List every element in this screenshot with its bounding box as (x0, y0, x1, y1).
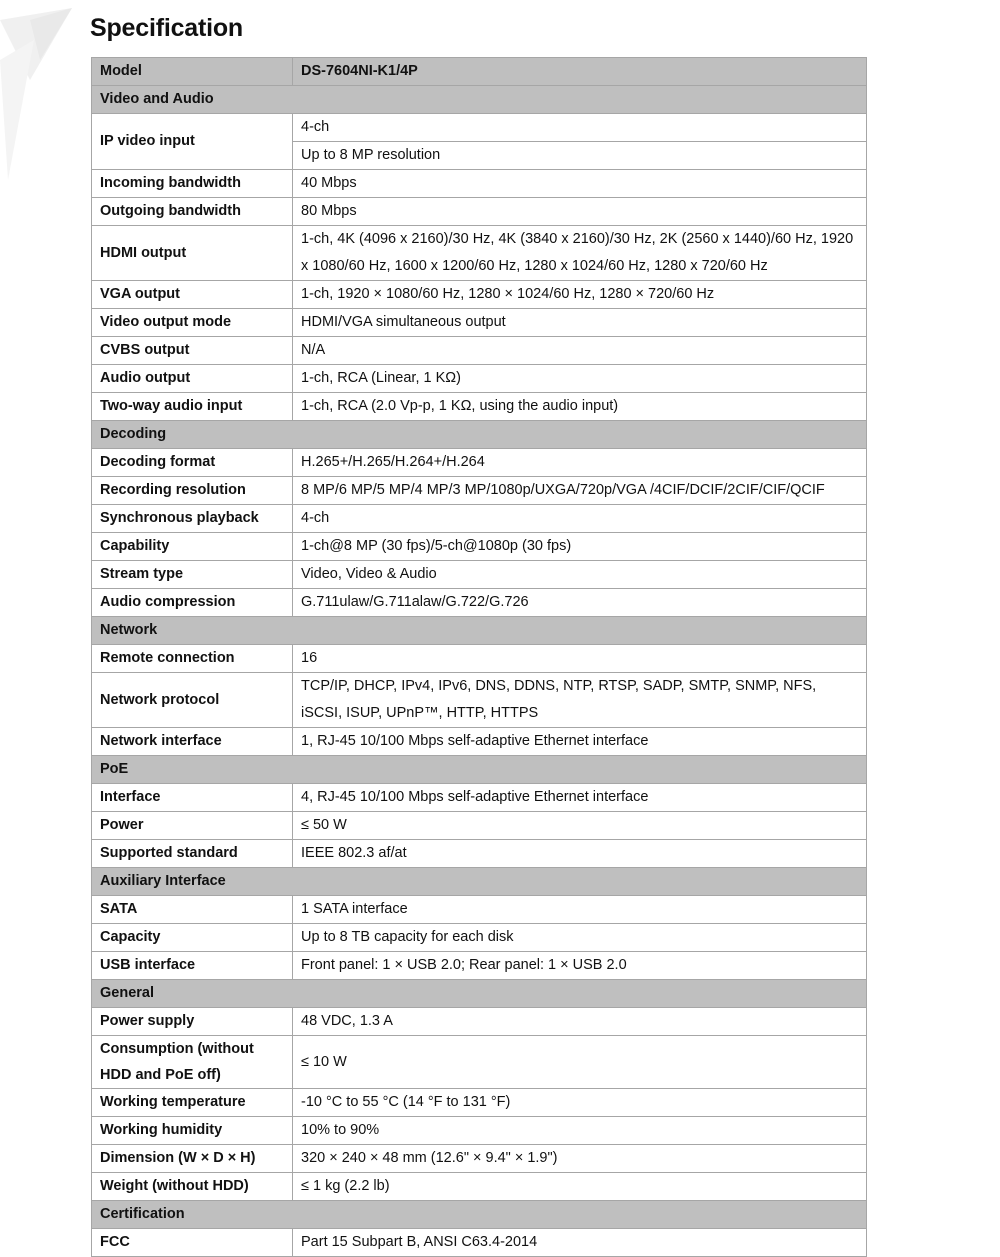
table-row (92, 309, 867, 337)
spec-label: Decoding format (92, 449, 293, 477)
table-row (92, 673, 867, 728)
section-header-row (92, 756, 867, 784)
spec-value: H.265+/H.265/H.264+/H.264 (293, 449, 867, 477)
spec-value: 1-ch, RCA (Linear, 1 KΩ) (293, 365, 867, 393)
spec-label: Supported standard (92, 840, 293, 868)
spec-label: Network interface (92, 728, 293, 756)
spec-value: 1-ch, 4K (4096 x 2160)/30 Hz, 4K (3840 x 2160)/30 Hz, 2K (2560 x 1440)/60 Hz, 1920 x 1080/60 Hz, 1600 x 1200/60 Hz, 1280 x 1024/60 Hz, 1280 x 720/60 Hz (293, 226, 867, 281)
specification-table (91, 57, 867, 1257)
table-row (92, 812, 867, 840)
table-row (92, 1036, 867, 1089)
section-header-row (92, 421, 867, 449)
spec-label: Working humidity (92, 1117, 293, 1145)
spec-value: 8 MP/6 MP/5 MP/4 MP/3 MP/1080p/UXGA/720p/VGA /4CIF/DCIF/2CIF/CIF/QCIF (293, 477, 867, 505)
header-label: Model (92, 58, 293, 86)
spec-value: G.711ulaw/G.711alaw/G.722/G.726 (293, 589, 867, 617)
spec-label: Two-way audio input (92, 393, 293, 421)
spec-value: Front panel: 1 × USB 2.0; Rear panel: 1 × USB 2.0 (293, 952, 867, 980)
table-row (92, 784, 867, 812)
table-row (92, 1173, 867, 1201)
spec-label: Capability (92, 533, 293, 561)
spec-value: HDMI/VGA simultaneous output (293, 309, 867, 337)
spec-label: Power supply (92, 1008, 293, 1036)
spec-value: ≤ 1 kg (2.2 lb) (293, 1173, 867, 1201)
section-header-row (92, 86, 867, 114)
table-row (92, 952, 867, 980)
section-title: Decoding (92, 421, 867, 449)
table-row (92, 533, 867, 561)
spec-label: FCC (92, 1229, 293, 1257)
spec-label: CVBS output (92, 337, 293, 365)
spec-value: ≤ 50 W (293, 812, 867, 840)
table-row (92, 365, 867, 393)
table-row (92, 1008, 867, 1036)
spec-label: Outgoing bandwidth (92, 198, 293, 226)
table-row (92, 645, 867, 673)
table-header-row (92, 58, 867, 86)
spec-value: Part 15 Subpart B, ANSI C63.4-2014 (293, 1229, 867, 1257)
spec-label: Power (92, 812, 293, 840)
spec-value: 48 VDC, 1.3 A (293, 1008, 867, 1036)
spec-label: Working temperature (92, 1089, 293, 1117)
spec-label: Audio compression (92, 589, 293, 617)
spec-label: Stream type (92, 561, 293, 589)
spec-label: HDMI output (92, 226, 293, 281)
spec-label: IP video input (92, 114, 293, 170)
spec-label: Capacity (92, 924, 293, 952)
section-title: PoE (92, 756, 867, 784)
spec-value: ≤ 10 W (293, 1036, 867, 1089)
spec-value: 320 × 240 × 48 mm (12.6" × 9.4" × 1.9") (293, 1145, 867, 1173)
table-row (92, 114, 867, 142)
spec-value: 4-ch (293, 505, 867, 533)
section-title: General (92, 980, 867, 1008)
spec-label: Dimension (W × D × H) (92, 1145, 293, 1173)
spec-label: Remote connection (92, 645, 293, 673)
spec-label: Weight (without HDD) (92, 1173, 293, 1201)
spec-value: 40 Mbps (293, 170, 867, 198)
spec-label: Interface (92, 784, 293, 812)
spec-value: IEEE 802.3 af/at (293, 840, 867, 868)
table-row (92, 449, 867, 477)
spec-label: VGA output (92, 281, 293, 309)
table-row (92, 505, 867, 533)
page-title: Specification (90, 14, 243, 42)
spec-value: 1 SATA interface (293, 896, 867, 924)
spec-label: Synchronous playback (92, 505, 293, 533)
spec-value: 1-ch, 1920 × 1080/60 Hz, 1280 × 1024/60 Hz, 1280 × 720/60 Hz (293, 281, 867, 309)
section-title: Video and Audio (92, 86, 867, 114)
spec-label: USB interface (92, 952, 293, 980)
section-title: Certification (92, 1201, 867, 1229)
section-header-row (92, 617, 867, 645)
table-row (92, 1229, 867, 1257)
spec-value: 10% to 90% (293, 1117, 867, 1145)
table-row (92, 840, 867, 868)
table-row (92, 924, 867, 952)
table-row (92, 393, 867, 421)
spec-value: 1-ch, RCA (2.0 Vp-p, 1 KΩ, using the audio input) (293, 393, 867, 421)
spec-label: Incoming bandwidth (92, 170, 293, 198)
spec-label: Video output mode (92, 309, 293, 337)
spec-value: -10 °C to 55 °C (14 °F to 131 °F) (293, 1089, 867, 1117)
table-row (92, 170, 867, 198)
table-row (92, 198, 867, 226)
table-row (92, 1117, 867, 1145)
decorative-triangle-shapes (0, 0, 80, 200)
table-row (92, 1145, 867, 1173)
table-row (92, 896, 867, 924)
section-title: Auxiliary Interface (92, 868, 867, 896)
spec-value: 1, RJ-45 10/100 Mbps self-adaptive Ethernet interface (293, 728, 867, 756)
spec-value: Up to 8 TB capacity for each disk (293, 924, 867, 952)
table-row (92, 728, 867, 756)
table-row (92, 226, 867, 281)
section-header-row (92, 1201, 867, 1229)
section-header-row (92, 868, 867, 896)
spec-label: Network protocol (92, 673, 293, 728)
spec-value: Video, Video & Audio (293, 561, 867, 589)
spec-label: Audio output (92, 365, 293, 393)
spec-value: Up to 8 MP resolution (293, 142, 867, 170)
spec-value: 4, RJ-45 10/100 Mbps self-adaptive Ethernet interface (293, 784, 867, 812)
spec-value: 1-ch@8 MP (30 fps)/5-ch@1080p (30 fps) (293, 533, 867, 561)
table-row (92, 589, 867, 617)
spec-value: N/A (293, 337, 867, 365)
table-row (92, 1089, 867, 1117)
spec-value: 16 (293, 645, 867, 673)
spec-value: TCP/IP, DHCP, IPv4, IPv6, DNS, DDNS, NTP, RTSP, SADP, SMTP, SNMP, NFS, iSCSI, ISUP, UPnP™, HTTP, HTTPS (293, 673, 867, 728)
table-row (92, 337, 867, 365)
spec-value: 4-ch (293, 114, 867, 142)
table-row (92, 281, 867, 309)
spec-label: SATA (92, 896, 293, 924)
model-number: DS-7604NI-K1/4P (293, 58, 867, 86)
specification-table-body (92, 58, 867, 1257)
table-row (92, 561, 867, 589)
spec-label: Recording resolution (92, 477, 293, 505)
table-row (92, 477, 867, 505)
spec-value: 80 Mbps (293, 198, 867, 226)
spec-label: Consumption (without HDD and PoE off) (92, 1036, 293, 1089)
section-header-row (92, 980, 867, 1008)
section-title: Network (92, 617, 867, 645)
